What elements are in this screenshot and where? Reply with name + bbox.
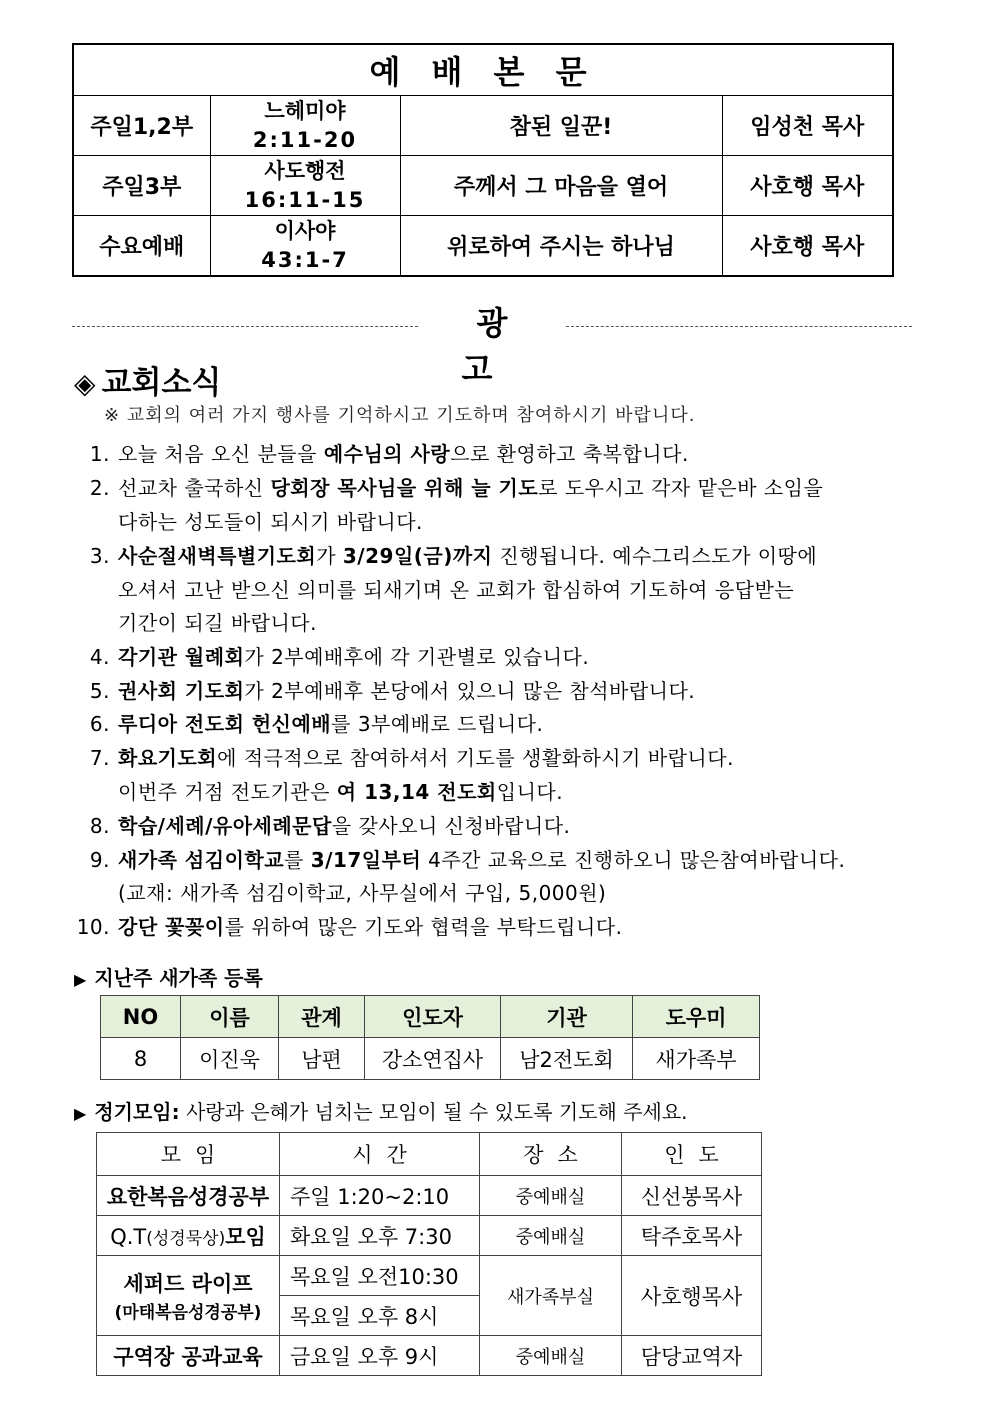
table-row — [97, 1336, 762, 1376]
col-header: 인도 — [622, 1133, 762, 1176]
ads-title: 광고 — [461, 304, 538, 388]
scripture — [210, 216, 400, 277]
news-item: 9. 새가족 섬김이학교를 3/17일부터 4주간 교육으로 진행하오니 많은참여바랍니다. — [89, 848, 846, 872]
news-item: 1. 오늘 처음 오신 분들을 예수님의 사랑으로 환영하고 축복합니다. — [89, 442, 689, 466]
scripture-verse: 16:11-15 — [244, 187, 366, 212]
service-name: 주일1,2부 — [73, 96, 210, 156]
scripture-book: 느헤미야 — [264, 98, 346, 123]
diamond-icon: ◈ — [74, 367, 96, 400]
meetings-table — [96, 1132, 762, 1376]
news-item: 3. 사순절새벽특별기도회가 3/29일(금)까지 진행됩니다. 예수그리스도가 이땅에 — [89, 544, 818, 568]
news-item-cont: 기간이 되길 바랍니다. — [118, 611, 317, 635]
family-heading: ▶ 지난주 새가족 등록 — [74, 966, 263, 990]
meeting-name: 세퍼드 라이프 (마태복음성경공부) — [97, 1256, 280, 1336]
scripture — [210, 156, 400, 216]
meeting-time: 목요일 오전10:30 — [280, 1256, 480, 1296]
meeting-place: 중예배실 — [480, 1216, 622, 1256]
divider-left — [72, 326, 418, 327]
news-item: 10. 강단 꽃꽂이를 위하여 많은 기도와 협력을 부탁드립니다. — [76, 915, 623, 939]
news-item-cont: (교재: 새가족 섬김이학교, 사무실에서 구입, 5,000원) — [118, 881, 607, 905]
meeting-leader: 담당교역자 — [622, 1336, 762, 1376]
table-row — [97, 1176, 762, 1216]
meeting-name: Q.T(성경묵상)모임 — [97, 1216, 280, 1256]
news-item-cont: 다하는 성도들이 되시기 바랍니다. — [118, 510, 423, 534]
meetings-heading: ▶ 정기모임: 사랑과 은혜가 넘치는 모임이 될 수 있도록 기도해 주세요. — [74, 1100, 688, 1124]
preacher: 임성천 목사 — [722, 96, 893, 156]
table-row — [97, 1216, 762, 1256]
cell: 8 — [101, 1038, 181, 1080]
news-item: 6. 루디아 전도회 헌신예배를 3부예배로 드립니다. — [89, 712, 544, 736]
col-header: 이름 — [181, 996, 279, 1038]
table-row — [97, 1256, 762, 1296]
news-heading-text: 교회소식 — [101, 365, 222, 401]
col-header: 도우미 — [633, 996, 760, 1038]
sermon-title: 주께서 그 마음을 열어 — [400, 156, 722, 216]
divider-right — [566, 326, 912, 327]
scripture-book: 사도행전 — [264, 158, 346, 183]
col-header: 모임 — [97, 1133, 280, 1176]
arrow-right-icon: ▶ — [74, 970, 87, 989]
meeting-place: 중예배실 — [480, 1336, 622, 1376]
meeting-leader: 신선봉목사 — [622, 1176, 762, 1216]
meeting-leader: 탁주호목사 — [622, 1216, 762, 1256]
cell: 남2전도회 — [501, 1038, 633, 1080]
meeting-place: 중예배실 — [480, 1176, 622, 1216]
col-header: 기관 — [501, 996, 633, 1038]
meeting-time: 목요일 오후 8시 — [280, 1296, 480, 1336]
meeting-place: 새가족부실 — [480, 1256, 622, 1336]
news-note: ※ 교회의 여러 가지 행사를 기억하시고 기도하며 참여하시기 바랍니다. — [104, 405, 696, 426]
scripture-verse: 2:11-20 — [252, 127, 358, 152]
arrow-right-icon: ▶ — [74, 1104, 87, 1123]
news-heading — [74, 357, 221, 402]
news-item-cont: 오셔서 고난 받으신 의미를 되새기며 온 교회가 합심하여 기도하여 응답받는 — [118, 578, 795, 602]
worship-table — [72, 43, 894, 277]
table-row — [101, 1038, 760, 1080]
col-header: 장소 — [480, 1133, 622, 1176]
cell: 남편 — [279, 1038, 365, 1080]
col-header: 인도자 — [365, 996, 501, 1038]
meeting-name: 요한복음성경공부 — [97, 1176, 280, 1216]
cell: 강소연집사 — [365, 1038, 501, 1080]
cell: 이진욱 — [181, 1038, 279, 1080]
worship-row — [73, 96, 893, 156]
scripture-book: 이사야 — [274, 218, 336, 243]
service-name: 수요예배 — [73, 216, 210, 277]
col-header: NO — [101, 996, 181, 1038]
preacher: 사호행 목사 — [722, 156, 893, 216]
worship-row — [73, 156, 893, 216]
meeting-leader: 사호행목사 — [622, 1256, 762, 1336]
meeting-time: 주일 1:20~2:10 — [280, 1176, 480, 1216]
news-item: 4. 각기관 월례회가 2부예배후에 각 기관별로 있습니다. — [89, 645, 590, 669]
worship-title: 예 배 본 문 — [73, 44, 893, 96]
news-item: 5. 권사회 기도회가 2부예배후 본당에서 있으니 많은 참석바랍니다. — [89, 679, 696, 703]
preacher: 사호행 목사 — [722, 216, 893, 277]
scripture — [210, 96, 400, 156]
meeting-name: 구역장 공과교육 — [97, 1336, 280, 1376]
meeting-time: 금요일 오후 9시 — [280, 1336, 480, 1376]
news-item: 7. 화요기도회에 적극적으로 참여하셔서 기도를 생활화하시기 바랍니다. — [89, 746, 734, 770]
family-table — [100, 995, 760, 1080]
cell: 새가족부 — [633, 1038, 760, 1080]
scripture-verse: 43:1-7 — [261, 247, 349, 272]
sermon-title: 위로하여 주시는 하나님 — [400, 216, 722, 277]
news-item: 2. 선교차 출국하신 당회장 목사님을 위해 늘 기도로 도우시고 각자 맡은바 소임을 — [89, 476, 824, 500]
worship-row — [73, 216, 893, 277]
news-item: 8. 학습/세례/유아세례문답을 갖사오니 신청바랍니다. — [89, 814, 571, 838]
sermon-title: 참된 일꾼! — [400, 96, 722, 156]
service-name: 주일3부 — [73, 156, 210, 216]
col-header: 관계 — [279, 996, 365, 1038]
meeting-time: 화요일 오후 7:30 — [280, 1216, 480, 1256]
news-item-cont: 이번주 거점 전도기관은 여 13,14 전도회입니다. — [118, 780, 564, 804]
col-header: 시간 — [280, 1133, 480, 1176]
